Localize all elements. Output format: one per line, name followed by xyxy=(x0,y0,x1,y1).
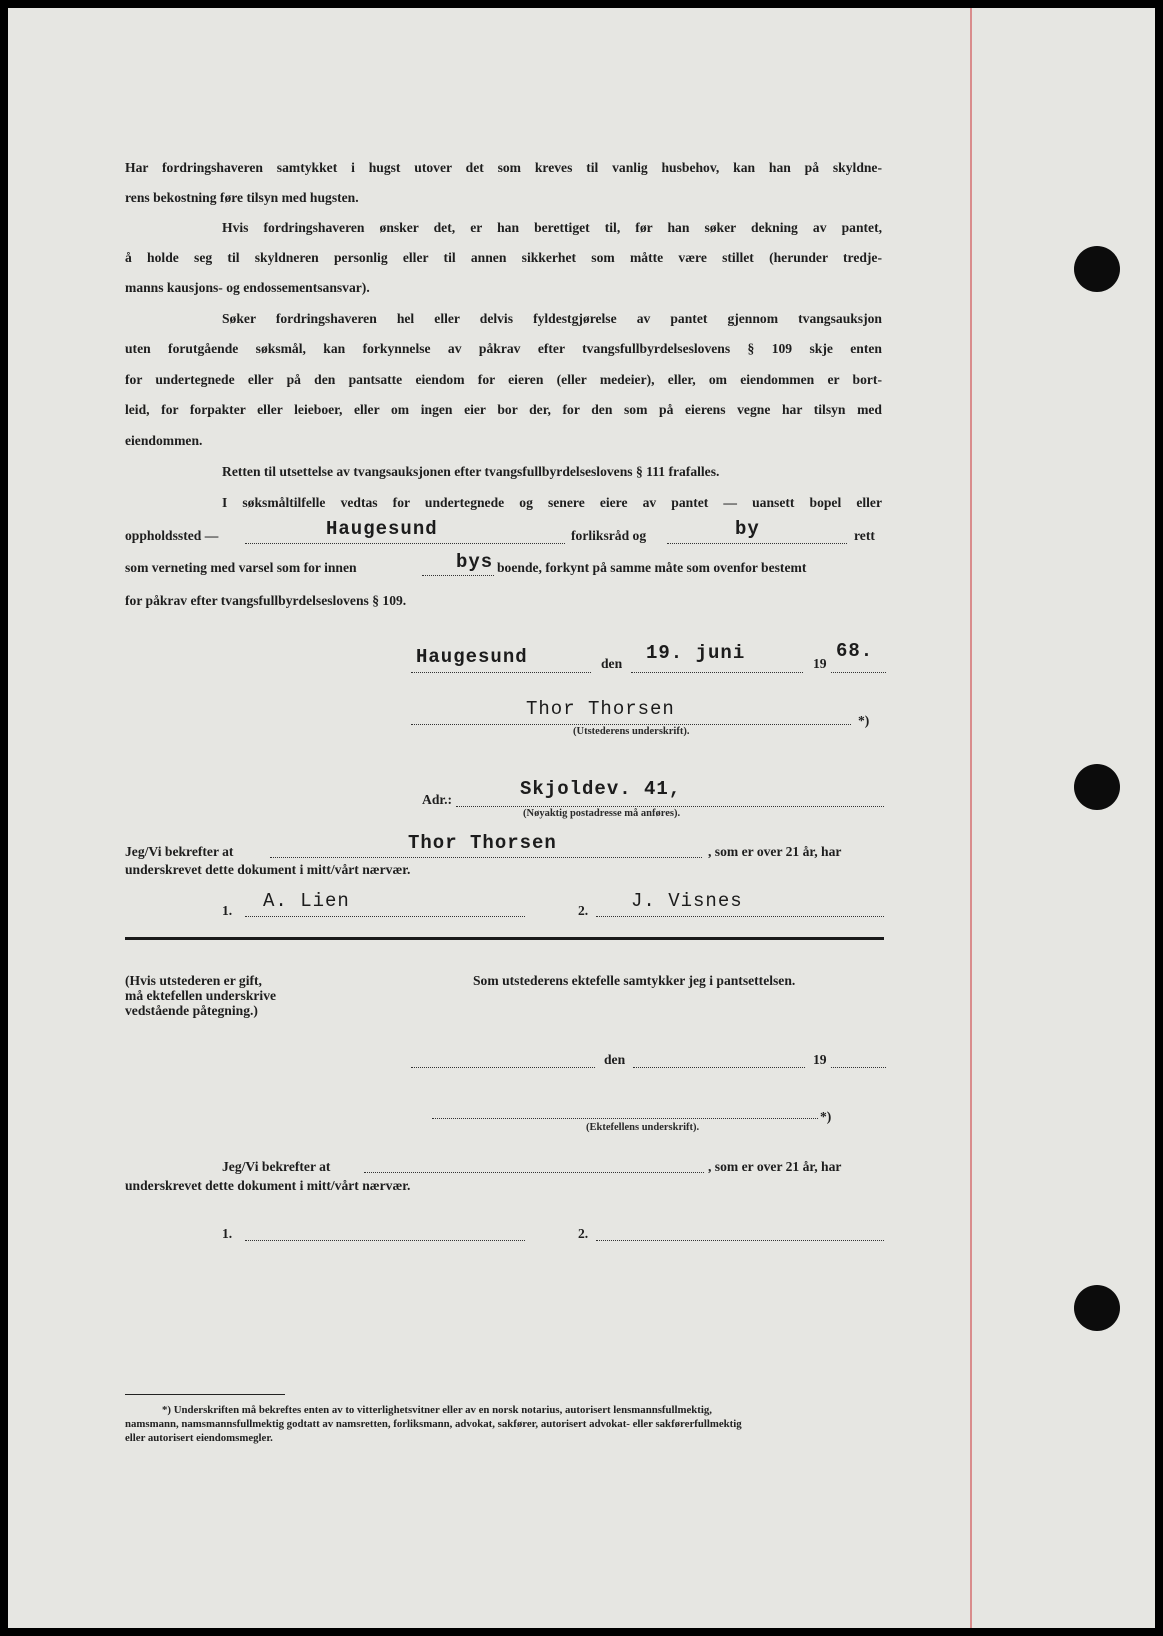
punch-hole-bottom xyxy=(1074,1285,1120,1331)
paragraph-1-line-1: Har fordringshaveren samtykket i hugst utover det som kreves til vanlig husbehov, kan han på skyldne- xyxy=(125,160,882,175)
witness-1-field[interactable]: A. Lien xyxy=(263,890,350,912)
witness-1-line xyxy=(245,916,525,917)
spouse-note-line-2: må ektefellen underskrive xyxy=(125,988,277,1003)
paragraph-5-line-4: for påkrav efter tvangsfullbyrdelseslovens § 109. xyxy=(125,593,407,608)
spouse-confirm-line-end: , som er over 21 år, har xyxy=(708,1159,842,1174)
address-label: Adr.: xyxy=(422,792,453,807)
issuer-signature-line xyxy=(411,724,851,725)
footnote-line-3: eller autorisert eiendomsmegler. xyxy=(125,1432,273,1444)
address-field[interactable]: Skjoldev. 41, xyxy=(520,778,682,800)
year-suffix-field[interactable]: 68. xyxy=(836,640,874,662)
margin-line xyxy=(970,8,972,1628)
forliksraad-place-field[interactable]: Haugesund xyxy=(326,518,438,540)
paragraph-5-line-3-end: boende, forkynt på samme måte som ovenfor bestemt xyxy=(497,560,807,575)
section-divider xyxy=(125,937,884,940)
witness-2-line xyxy=(596,916,884,917)
year-prefix: 19 xyxy=(813,656,827,671)
forliksraad-field-line xyxy=(245,543,565,544)
certified-name-field[interactable]: Thor Thorsen xyxy=(408,832,557,854)
spouse-note-line-3: vedstående påtegning.) xyxy=(125,1003,258,1018)
paragraph-5-line-2-middle: forliksråd og xyxy=(571,528,647,543)
paragraph-5-line-3-start: som verneting med varsel som for innen xyxy=(125,560,357,575)
spouse-year-line[interactable] xyxy=(831,1067,886,1068)
spouse-year-prefix: 19 xyxy=(813,1052,827,1067)
paragraph-2-line-1: Hvis fordringshaveren ønsker det, er han berettiget til, før han søker dekning av pantet, xyxy=(222,220,882,235)
day-month-field-line xyxy=(631,672,803,673)
issuer-signature-asterisk: *) xyxy=(858,713,870,728)
footnote-line-2: namsmann, namsmannsfullmektig godtatt av namsretten, forliksmann, advokat, sakfører, autorisert advokat- eller sakførerfullmektig xyxy=(125,1418,742,1430)
paragraph-2-line-2: å holde seg til skyldneren personlig eller til annen sikkerhet som måtte være stillet (herunder tredje- xyxy=(125,250,882,265)
confirm-line-2: underskrevet dette dokument i mitt/vårt nærvær. xyxy=(125,862,411,877)
paragraph-3-line-5: eiendommen. xyxy=(125,433,203,448)
address-caption: (Nøyaktig postadresse må anføres). xyxy=(523,808,681,819)
document-page xyxy=(8,8,1155,1628)
spouse-confirm-line-start: Jeg/Vi bekrefter at xyxy=(222,1159,331,1174)
paragraph-3-line-4: leid, for forpakter eller leieboer, eller om ingen eier bor der, for den som på eierens vegne har tilsyn med xyxy=(125,402,882,417)
spouse-consent-text: Som utstederens ektefelle samtykker jeg i pantsettelsen. xyxy=(473,973,796,988)
innen-field[interactable]: bys xyxy=(456,551,494,573)
witness-2-field[interactable]: J. Visnes xyxy=(631,890,743,912)
issuer-signature-field[interactable]: Thor Thorsen xyxy=(526,698,675,720)
paragraph-3-line-2: uten forutgående søksmål, kan forkynnelse av påkrav efter tvangsfullbyrdelseslovens § 109 skje enten xyxy=(125,341,882,356)
spouse-witness-1-line[interactable] xyxy=(245,1240,525,1241)
spouse-witness-1-number: 1. xyxy=(222,1226,233,1241)
paragraph-1-line-2: rens bekostning føre tilsyn med hugsten. xyxy=(125,190,359,205)
place-field-line xyxy=(411,672,591,673)
spouse-date-line[interactable] xyxy=(633,1067,805,1068)
confirm-name-line xyxy=(270,857,702,858)
paragraph-2-line-3: manns kausjons- og endossementsansvar). xyxy=(125,280,370,295)
spouse-signature-caption: (Ektefellens underskrift). xyxy=(586,1122,700,1133)
spouse-witness-2-number: 2. xyxy=(578,1226,589,1241)
paragraph-3-line-3: for undertegnede eller på den pantsatte eiendom for eieren (eller medeier), eller, om eiendommen er bort- xyxy=(125,372,882,387)
footnote-line-1: *) Underskriften må bekreftes enten av to vitterlighetsvitner eller av en norsk notarius, autorisert lensmannsfullmektig, xyxy=(162,1404,712,1416)
witness-2-number: 2. xyxy=(578,903,589,918)
confirm-line-start: Jeg/Vi bekrefter at xyxy=(125,844,234,859)
paragraph-5-line-1: I søksmåltilfelle vedtas for undertegnede og senere eiere av pantet — uansett bopel eller xyxy=(222,495,882,510)
spouse-witness-2-line[interactable] xyxy=(596,1240,884,1241)
paragraph-4: Retten til utsettelse av tvangsauksjonen efter tvangsfullbyrdelseslovens § 111 frafalles. xyxy=(222,464,720,479)
confirm-line-end: , som er over 21 år, har xyxy=(708,844,842,859)
spouse-note-line-1: (Hvis utstederen er gift, xyxy=(125,973,262,988)
spouse-signature-line[interactable] xyxy=(432,1118,818,1119)
spouse-date-den-label: den xyxy=(604,1052,626,1067)
spouse-signature-asterisk: *) xyxy=(820,1109,832,1124)
spouse-confirm-line-2: underskrevet dette dokument i mitt/vårt nærvær. xyxy=(125,1178,411,1193)
punch-hole-middle xyxy=(1074,764,1120,810)
date-den-label: den xyxy=(601,656,623,671)
witness-1-number: 1. xyxy=(222,903,233,918)
rett-type-field[interactable]: by xyxy=(735,518,760,540)
address-field-line xyxy=(456,806,884,807)
paragraph-5-line-2-end: rett xyxy=(854,528,875,543)
spouse-confirm-name-line[interactable] xyxy=(364,1172,704,1173)
spouse-place-line[interactable] xyxy=(411,1067,595,1068)
year-field-line xyxy=(831,672,886,673)
rett-field-line xyxy=(667,543,847,544)
punch-hole-top xyxy=(1074,246,1120,292)
paragraph-3-line-1: Søker fordringshaveren hel eller delvis fyldestgjørelse av pantet gjennom tvangsauksjon xyxy=(222,311,882,326)
place-field[interactable]: Haugesund xyxy=(416,646,528,668)
day-month-field[interactable]: 19. juni xyxy=(646,642,746,664)
innen-field-line xyxy=(422,575,494,576)
footnote-rule xyxy=(125,1394,285,1395)
issuer-signature-caption: (Utstederens underskrift). xyxy=(573,726,690,737)
paragraph-5-line-2-start: oppholdssted — xyxy=(125,528,219,543)
